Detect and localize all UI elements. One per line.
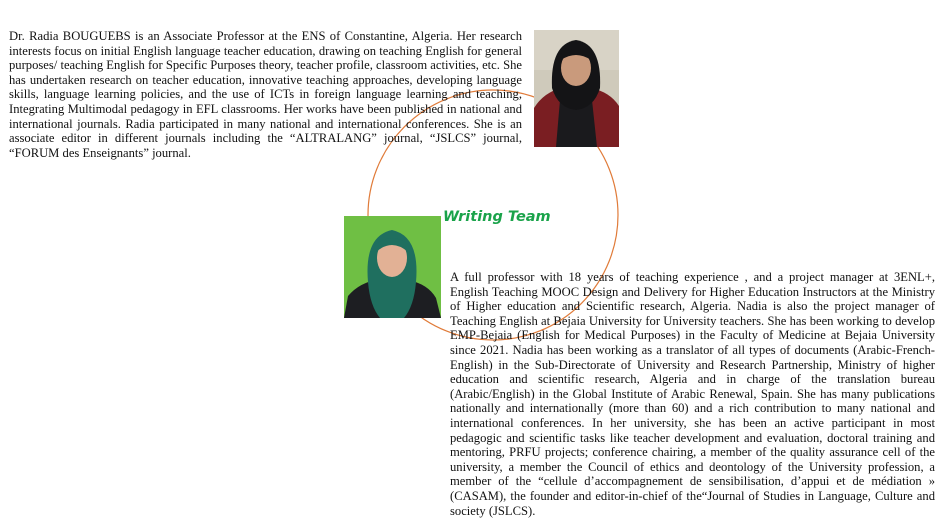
section-title: Writing Team	[443, 209, 551, 225]
member-1-bio: Dr. Radia BOUGUEBS is an Associate Professor at the ENS of Constantine, Algeria. Her research interests focus on initial English language teacher education, drawing on teaching English for general purposes/ teaching English for Specific Purposes theory, teacher profile, classroom activities, etc. She has undertaken research on teacher education, innovative teaching approaches, developing language skills, language learning policies, and the use of ICTs in foreign language learning and teaching, Integrating Multimodal pedagogy in EFL classrooms. Her works have been published in national and international journals. Radia participated in many national and international conferences. She is an associate editor in different journals including the “ALTRALANG” journal, “JSLCS” journal, “FORUM des Enseignants” journal.	[9, 29, 522, 160]
member-1-photo	[534, 30, 619, 147]
member-2-photo	[344, 216, 441, 318]
member-2-bio: A full professor with 18 years of teaching experience , and a project manager at 3ENL+, English Teaching MOOC Design and Delivery for Higher Education Instructors at the Ministry of Higher education and Scientific research, Algeria. Nadia is also the project manager of Teaching English at Bejaia University for University teachers. She has been working to develop EMP-Bejaia (English for Medical Purposes) in the Faculty of Medicine at Bejaia University since 2021. Nadia has been working as a translator of all types of documents (Arabic-French-English) in the Sub-Directorate of University and Research Partnership, Ministry of higher education and scientific research, Algeria and in charge of the translation bureau (Arabic/English) in the Global Institute of Arabic Renewal, Spain. She has many publications nationally and internationally (more than 60) and a rich contribution to many national and international conferences. In her university, she has been an active participant in most pedagogic and scientific tasks like teacher development and evaluation, doctoral training and mentoring, PRFU projects; conference chairing, a member of the quality assurance cell of the university, a member the Council of ethics and deontology of the University profession, a member of the “cellule d’accompagnement de sensibilisation, d’appui et de médiation » (CASAM), the founder and editor-in-chief of the“Journal of Studies in Language, Culture and society (JSLCS).	[450, 270, 935, 518]
